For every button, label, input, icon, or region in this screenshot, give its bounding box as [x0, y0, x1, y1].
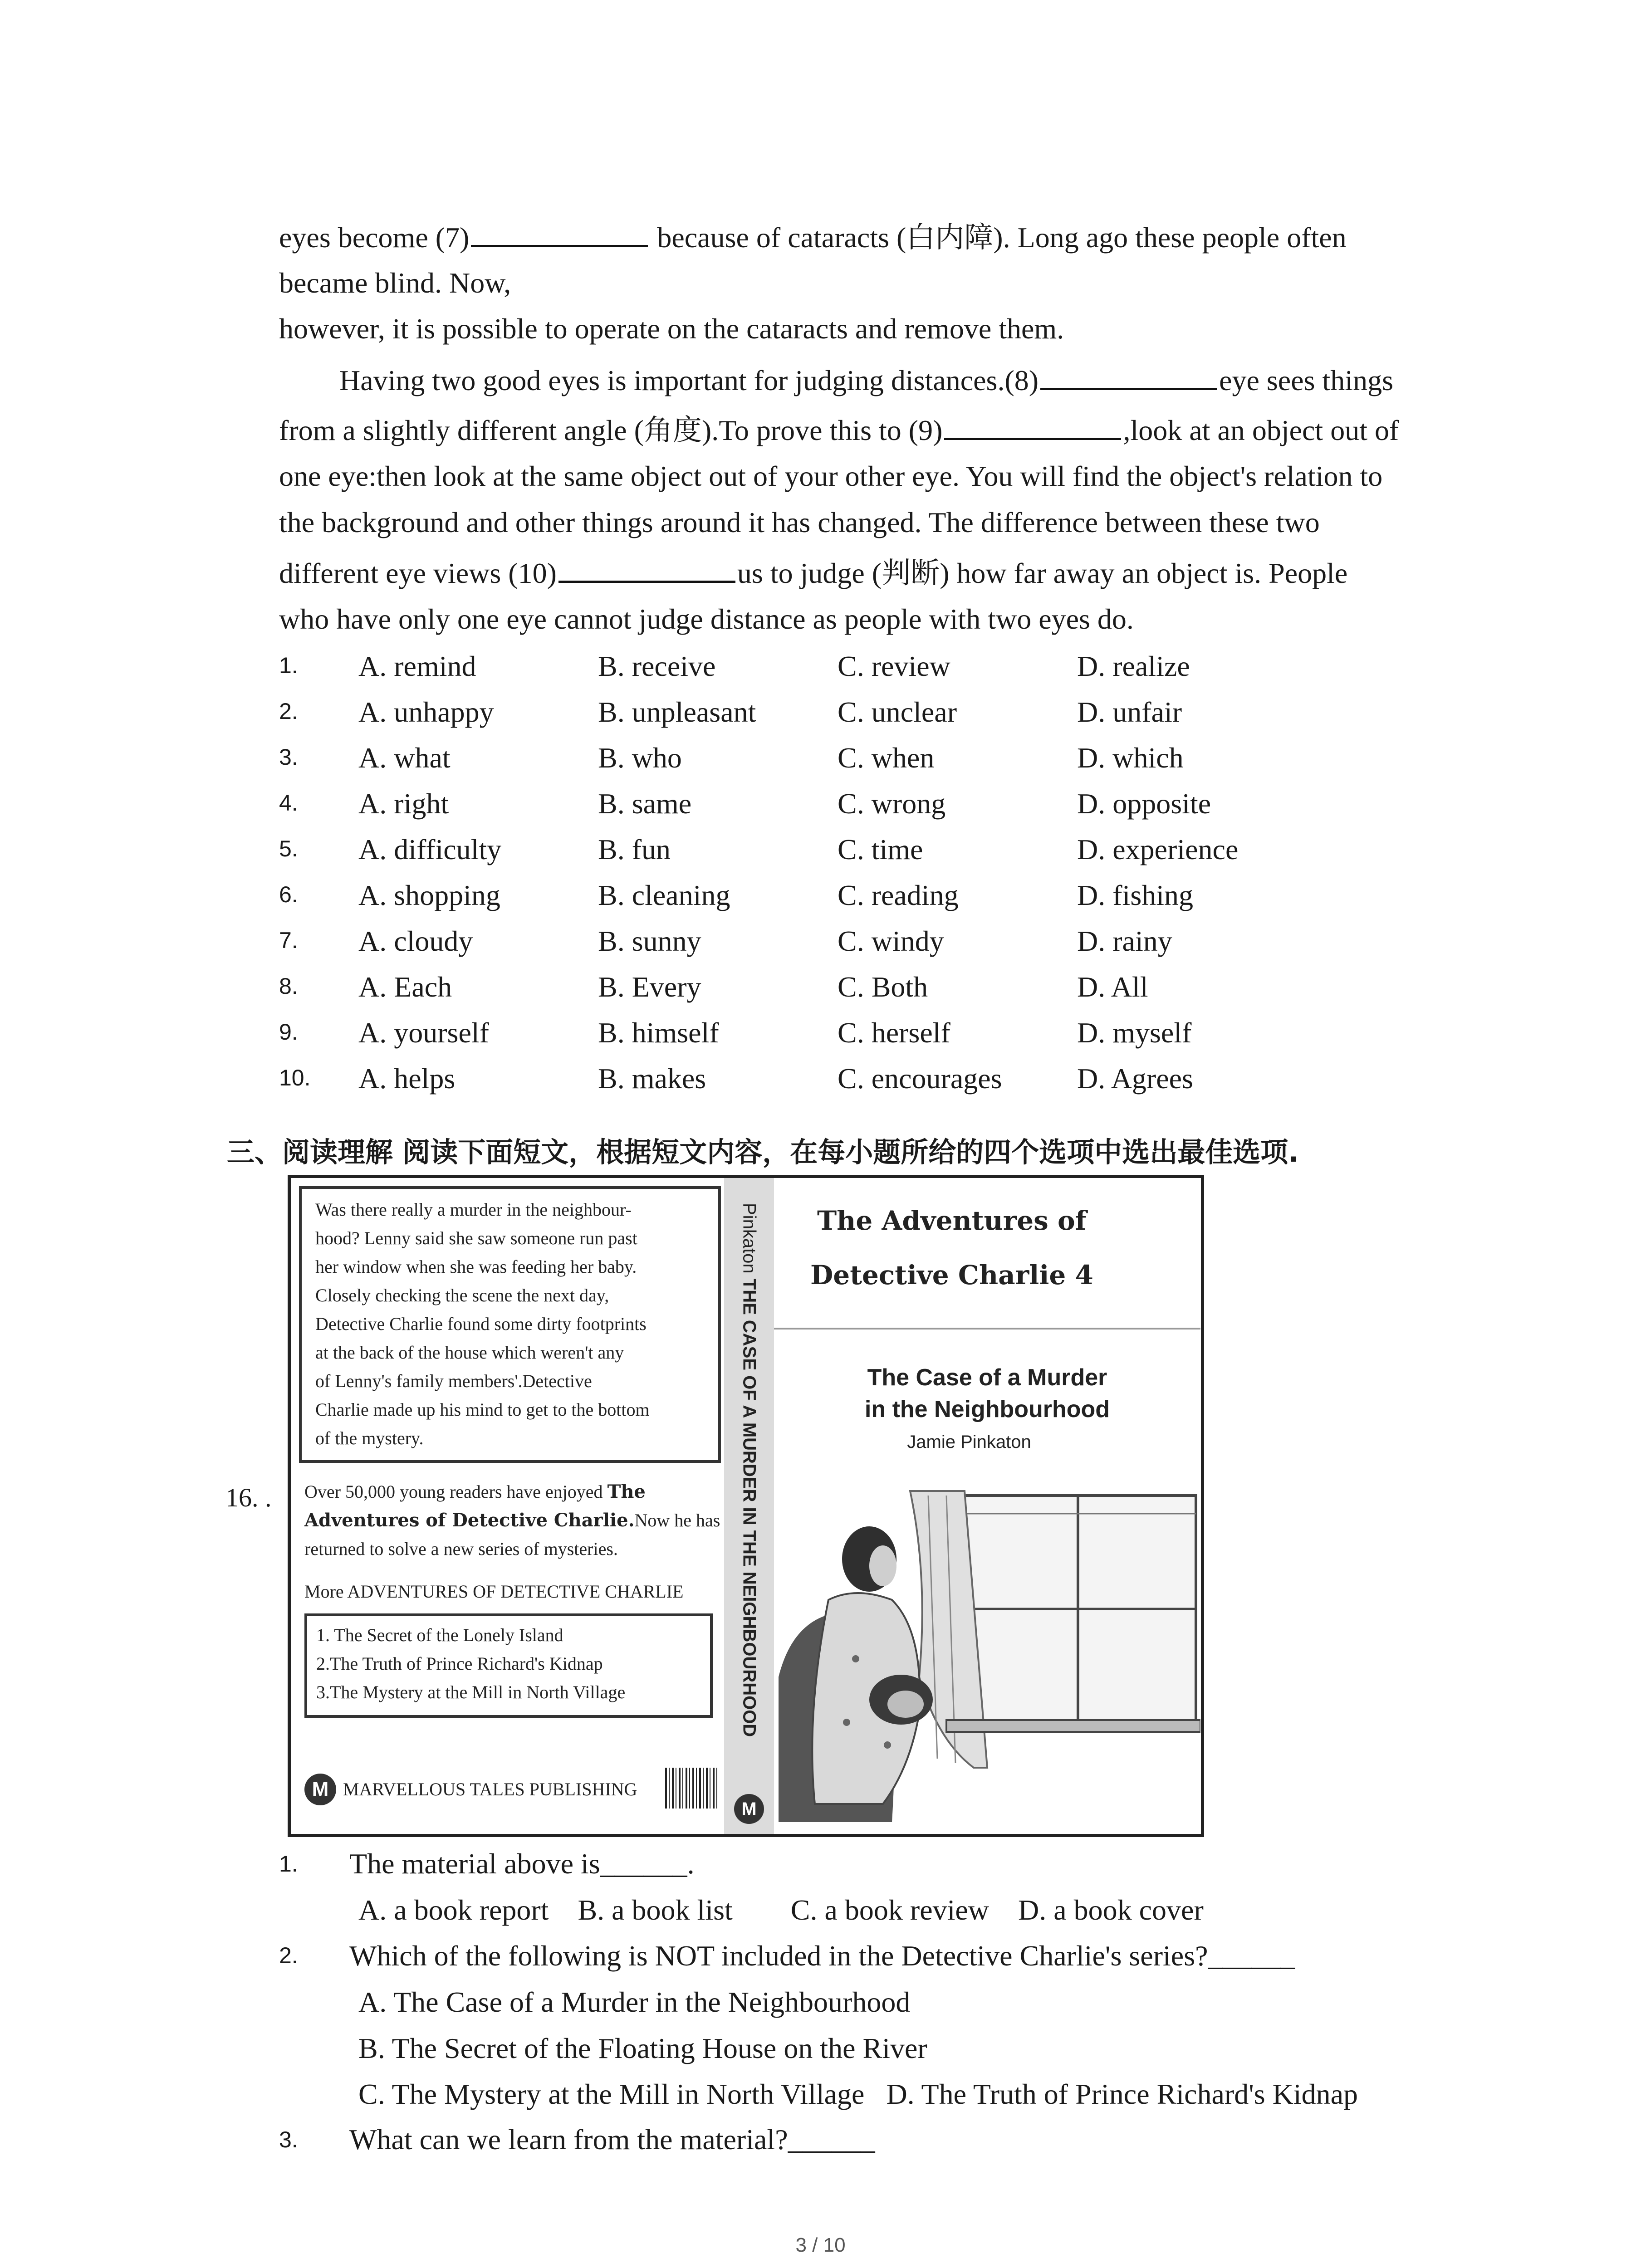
blurb-line: Detective Charlie found some dirty footprints [315, 1314, 647, 1334]
option-b: B. himself [598, 1017, 719, 1049]
option-b: B. cleaning [598, 879, 730, 911]
option-c: C. review [838, 650, 950, 682]
option-a: A. right [358, 787, 449, 820]
option-number: 6. [279, 882, 298, 907]
blurb-line: hood? Lenny said she saw someone run past [315, 1228, 637, 1248]
question-1-options: A. a book report B. a book list C. a book review D. a book cover [358, 1894, 1204, 1926]
passage-line-7: the background and other things around it has changed. The difference between these two [279, 506, 1320, 538]
option-c: C. reading [838, 879, 959, 911]
passage-line-2: became blind. Now, [279, 267, 511, 299]
more-list-box [304, 1613, 713, 1718]
cover-subtitle-line-2: in the Neighbourhood [864, 1396, 1110, 1422]
readers-line-1: Over 50,000 young readers have enjoyed The [304, 1481, 646, 1502]
question-2-option-cd: C. The Mystery at the Mill in North Village D. The Truth of Prince Richard's Kidnap [358, 2078, 1358, 2110]
blurb-line: her window when she was feeding her baby. [315, 1256, 637, 1277]
blurb-box [299, 1186, 721, 1463]
option-number: 9. [279, 1019, 298, 1045]
option-d: D. Agrees [1077, 1062, 1193, 1095]
book-spine [724, 1178, 774, 1834]
option-b: B. Every [598, 971, 701, 1003]
option-c: C. Both [838, 971, 928, 1003]
question-2-option-a: A. The Case of a Murder in the Neighbourhood [358, 1986, 911, 2018]
option-a: A. Each [358, 971, 452, 1003]
passage-line-5: from a slightly different angle (角度).To prove this to (9) ,look at an object out of [279, 414, 1399, 446]
passage-line-4: Having two good eyes is important for judging distances.(8) eye sees things [339, 364, 1393, 396]
spine-text: Pinkaton THE CASE OF A MURDER IN THE NEIGHBOURHOOD [739, 1203, 759, 1737]
option-number: 5. [279, 836, 298, 861]
more-list-item: 1. The Secret of the Lonely Island [316, 1625, 563, 1645]
readers-line-2: Adventures of Detective Charlie.Now he has [304, 1510, 720, 1531]
option-c: C. encourages [838, 1062, 1002, 1095]
option-d: D. rainy [1077, 925, 1172, 957]
question-3-number: 3. [279, 2127, 298, 2152]
spine-logo-icon: M [734, 1794, 764, 1824]
barcode-icon [665, 1768, 717, 1809]
option-b: B. makes [598, 1062, 706, 1095]
option-b: B. fun [598, 833, 671, 865]
page-number: 3 / 10 [795, 2234, 846, 2256]
option-d: D. unfair [1077, 696, 1182, 728]
question-3-text: What can we learn from the material?______ [349, 2123, 875, 2156]
option-c: C. herself [838, 1017, 950, 1049]
question-number: 16. . [225, 1483, 272, 1512]
option-number: 4. [279, 790, 298, 816]
option-d: D. All [1077, 971, 1148, 1003]
question-2-text: Which of the following is NOT included in the Detective Charlie's series?______ [349, 1940, 1295, 1972]
book-cover-image [288, 1175, 1204, 1837]
cover-author: Jamie Pinkaton [907, 1432, 1031, 1452]
option-b: B. sunny [598, 925, 701, 957]
question-1-number: 1. [279, 1851, 298, 1877]
option-a: A. remind [358, 650, 476, 682]
option-d: D. fishing [1077, 879, 1193, 911]
option-number: 10. [279, 1065, 311, 1090]
option-d: D. realize [1077, 650, 1190, 682]
option-number: 7. [279, 928, 298, 953]
option-c: C. windy [838, 925, 944, 957]
option-number: 2. [279, 699, 298, 724]
cover-subtitle-line-1: The Case of a Murder [867, 1364, 1107, 1391]
option-a: A. yourself [358, 1017, 489, 1049]
option-a: A. cloudy [358, 925, 473, 957]
publisher-logo-icon: M [304, 1774, 336, 1805]
blurb-line: Closely checking the scene the next day, [315, 1285, 609, 1305]
option-a: A. what [358, 742, 451, 774]
option-b: B. unpleasant [598, 696, 756, 728]
section-heading: 三、阅读理解 阅读下面短文，根据短文内容，在每小题所给的四个选项中选出最佳选项. [227, 1136, 1299, 1168]
blurb-line: of the mystery. [315, 1428, 424, 1448]
option-b: B. same [598, 787, 692, 820]
option-c: C. when [838, 742, 935, 774]
passage-line-3: however, it is possible to operate on the cataracts and remove them. [279, 313, 1064, 345]
question-2-number: 2. [279, 1943, 298, 1968]
option-a: A. difficulty [358, 833, 502, 865]
option-a: A. unhappy [358, 696, 494, 728]
option-number: 3. [279, 744, 298, 770]
passage-line-9: who have only one eye cannot judge distance as people with two eyes do. [279, 603, 1134, 635]
publisher-name: MARVELLOUS TALES PUBLISHING [343, 1779, 637, 1799]
more-adventures-heading: More ADVENTURES OF DETECTIVE CHARLIE [304, 1581, 684, 1602]
option-c: C. time [838, 833, 923, 865]
option-b: B. who [598, 742, 682, 774]
option-d: D. opposite [1077, 787, 1211, 820]
cover-illustration [774, 1486, 1200, 1831]
blurb-line: of Lenny's family members'.Detective [315, 1371, 592, 1391]
question-1-text: The material above is______. [349, 1848, 695, 1880]
option-d: D. which [1077, 742, 1184, 774]
more-list-item: 2.The Truth of Prince Richard's Kidnap [316, 1653, 603, 1674]
option-d: D. experience [1077, 833, 1239, 865]
option-d: D. myself [1077, 1017, 1192, 1049]
option-number: 1. [279, 653, 298, 678]
option-number: 8. [279, 973, 298, 999]
readers-line-3: returned to solve a new series of mysteries. [304, 1539, 618, 1559]
more-list-item: 3.The Mystery at the Mill in North Village [316, 1682, 626, 1702]
option-b: B. receive [598, 650, 716, 682]
passage-line-6: one eye:then look at the same object out of your other eye. You will find the object's relation to [279, 460, 1383, 492]
blurb-line: Charlie made up his mind to get to the bottom [315, 1399, 650, 1420]
blurb-line: at the back of the house which weren't any [315, 1342, 624, 1363]
question-2-option-b: B. The Secret of the Floating House on the River [358, 2032, 927, 2064]
option-a: A. helps [358, 1062, 456, 1095]
passage-line-1: eyes become (7) because of cataracts (白内障). Long ago these people often [279, 221, 1347, 254]
option-c: C. wrong [838, 787, 946, 820]
cover-title-line-2: Detective Charlie 4 [810, 1260, 1093, 1290]
cover-divider [774, 1328, 1200, 1330]
passage-line-8: different eye views (10) us to judge (判断) how far away an object is. People [279, 557, 1348, 589]
option-a: A. shopping [358, 879, 500, 911]
blurb-line: Was there really a murder in the neighbour- [315, 1199, 632, 1220]
cover-title-line-1: The Adventures of [817, 1205, 1087, 1236]
option-c: C. unclear [838, 696, 957, 728]
